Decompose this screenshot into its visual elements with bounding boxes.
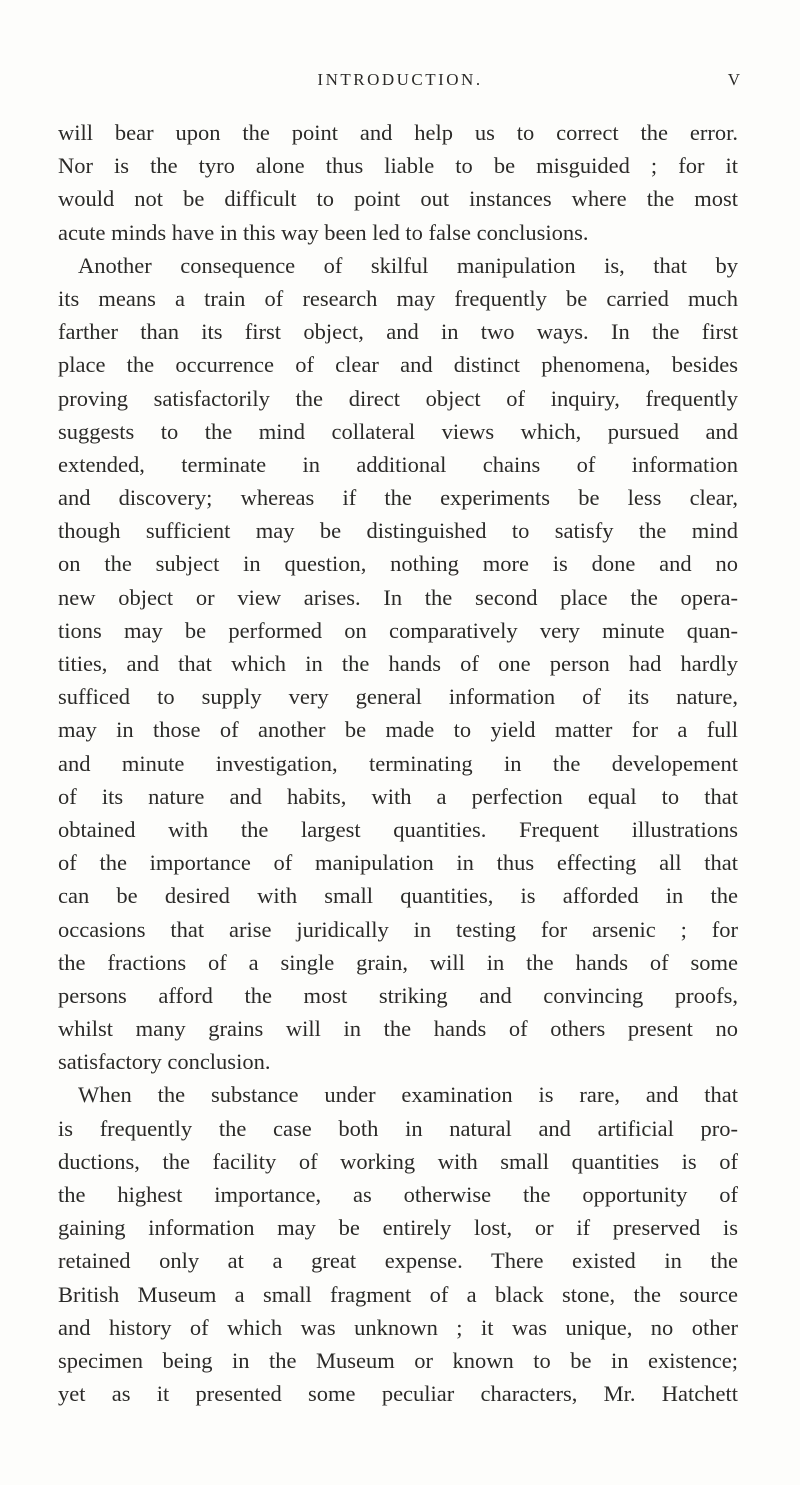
text-line: and discovery; whereas if the experiments be less clear, [58, 485, 738, 511]
text-line: specimen being in the Museum or known to be in existence; [58, 1347, 738, 1373]
text-line: and minute investigation, terminating in the developement [58, 750, 738, 776]
text-line: new object or view arises. In the second place the opera- [58, 584, 738, 610]
page-number: V [727, 70, 740, 89]
text-line: its means a train of research may frequently be carried much [58, 285, 738, 311]
text-line: persons afford the most striking and convincing proofs, [58, 982, 738, 1008]
text-line: satisfactory conclusion. [58, 1049, 271, 1075]
text-line: the fractions of a single grain, will in the hands of some [58, 949, 738, 975]
text-line: British Museum a small fragment of a black stone, the source [58, 1281, 738, 1307]
text-line: can be desired with small quantities, is afforded in the [58, 883, 738, 909]
text-line: acute minds have in this way been led to false conclusions. [58, 219, 589, 245]
text-line: farther than its first object, and in two ways. In the first [58, 319, 738, 345]
text-line: extended, terminate in additional chains of information [58, 451, 738, 477]
text-line: yet as it presented some peculiar characters, Mr. Hatchett [58, 1381, 738, 1407]
text-line: though sufficient may be distinguished to satisfy the mind [58, 518, 738, 544]
text-line: and history of which was unknown ; it was unique, no other [58, 1314, 738, 1340]
text-line: tities, and that which in the hands of one person had hardly [58, 651, 738, 676]
body-text [58, 116, 738, 1410]
text-line: tions may be performed on comparatively very minute quan- [58, 617, 738, 643]
text-line: the highest importance, as otherwise the opportunity of [58, 1182, 738, 1207]
text-line: gaining information may be entirely lost, or if preserved is [58, 1215, 738, 1241]
running-title: INTRODUCTION. [317, 70, 483, 89]
text-line: retained only at a great expense. There existed in the [58, 1248, 738, 1274]
running-head [60, 70, 740, 96]
text-line: ductions, the facility of working with small quantities is of [58, 1148, 738, 1174]
text-line: would not be difficult to point out instances where the most [58, 186, 738, 212]
text-line: obtained with the largest quantities. Frequent illustrations [58, 816, 738, 842]
text-line: place the occurrence of clear and distinct phenomena, besides [58, 352, 738, 378]
text-line: may in those of another be made to yield matter for a full [58, 717, 738, 743]
text-line: will bear upon the point and help us to correct the error. [58, 120, 738, 145]
text-line: proving satisfactorily the direct object of inquiry, frequently [58, 385, 738, 411]
text-line: When the substance under examination is rare, and that [78, 1082, 738, 1108]
text-line: sufficed to supply very general information of its nature, [58, 684, 738, 710]
text-line: Nor is the tyro alone thus liable to be misguided ; for it [58, 153, 738, 179]
text-line: is frequently the case both in natural and artificial pro- [58, 1115, 738, 1141]
text-line: whilst many grains will in the hands of others present no [58, 1016, 738, 1042]
text-line: occasions that arise juridically in testing for arsenic ; for [58, 916, 738, 942]
text-line: of its nature and habits, with a perfection equal to that [58, 783, 738, 809]
text-line: of the importance of manipulation in thus effecting all that [58, 850, 738, 876]
text-line: on the subject in question, nothing more is done and no [58, 551, 738, 577]
text-line: suggests to the mind collateral views which, pursued and [58, 418, 738, 444]
text-line: Another consequence of skilful manipulation is, that by [78, 252, 738, 278]
